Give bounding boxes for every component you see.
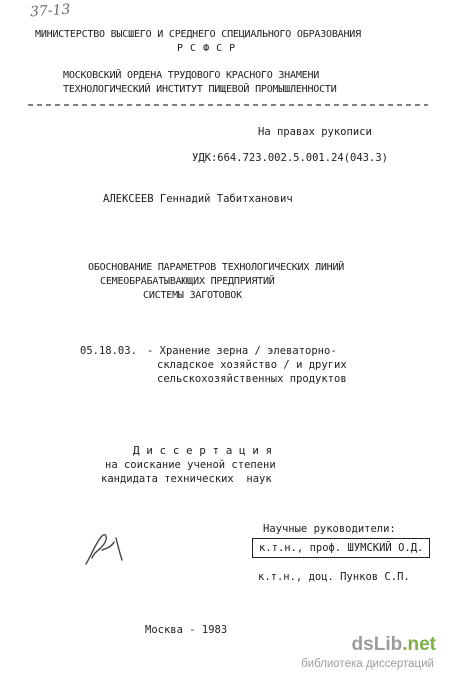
first-supervisor: к.т.н., проф. ШУМСКИЙ О.Д. — [259, 542, 424, 554]
manuscript-rights: На правах рукописи — [258, 126, 372, 138]
udc-code: УДК:664.723.002.5.001.24(043.3) — [192, 152, 388, 164]
author-name: АЛЕКСЕЕВ Геннадий Табитханович — [103, 193, 293, 205]
specialty-line-1: - Хранение зерна / элеваторно- — [147, 345, 337, 357]
institute-line-1: МОСКОВСКИЙ ОРДЕНА ТРУДОВОГО КРАСНОГО ЗНАМЕНИ — [63, 70, 320, 81]
dashed-separator — [28, 104, 428, 106]
first-supervisor-box — [252, 538, 430, 558]
specialty-code: 05.18.03. — [80, 345, 137, 357]
specialty-line-3: сельскохозяйственных продуктов — [157, 373, 347, 385]
ministry-line: МИНИСТЕРСТВО ВЫСШЕГО И СРЕДНЕГО СПЕЦИАЛЬНОГО ОБРАЗОВАНИЯ — [35, 29, 361, 40]
specialty-line-2: складское хозяйство / и других — [157, 359, 347, 371]
thesis-title-line-2: СЕМЕОБРАБАТЫВАЮЩИХ ПРЕДПРИЯТИЙ — [100, 276, 275, 287]
thesis-title-line-3: СИСТЕМЫ ЗАГОТОВОК — [143, 290, 242, 301]
watermark-logo-suffix: .net — [402, 634, 436, 655]
degree-line-2: на соискание ученой степени — [105, 459, 276, 471]
handwritten-signature — [82, 528, 128, 568]
degree-type: Д и с с е р т а ц и я — [133, 444, 273, 457]
handwritten-archive-number: 37-13 — [29, 1, 71, 21]
place-and-year: Москва - 1983 — [145, 624, 228, 636]
republic-line: Р С Ф С Р — [177, 43, 236, 54]
watermark-logo-prefix: dsLib — [351, 634, 403, 655]
supervisors-heading: Научные руководители: — [263, 523, 396, 535]
degree-line-3: кандидата технических наук — [101, 473, 272, 485]
watermark-subtitle: библиотека диссертаций — [301, 658, 434, 670]
second-supervisor: к.т.н., доц. Пунков С.П. — [258, 571, 410, 583]
thesis-title-line-1: ОБОСНОВАНИЕ ПАРАМЕТРОВ ТЕХНОЛОГИЧЕСКИХ ЛИНИЙ — [88, 262, 345, 273]
watermark-logo — [352, 634, 436, 656]
institute-line-2: ТЕХНОЛОГИЧЕСКИЙ ИНСТИТУТ ПИЩЕВОЙ ПРОМЫШЛЕННОСТИ — [63, 84, 337, 95]
